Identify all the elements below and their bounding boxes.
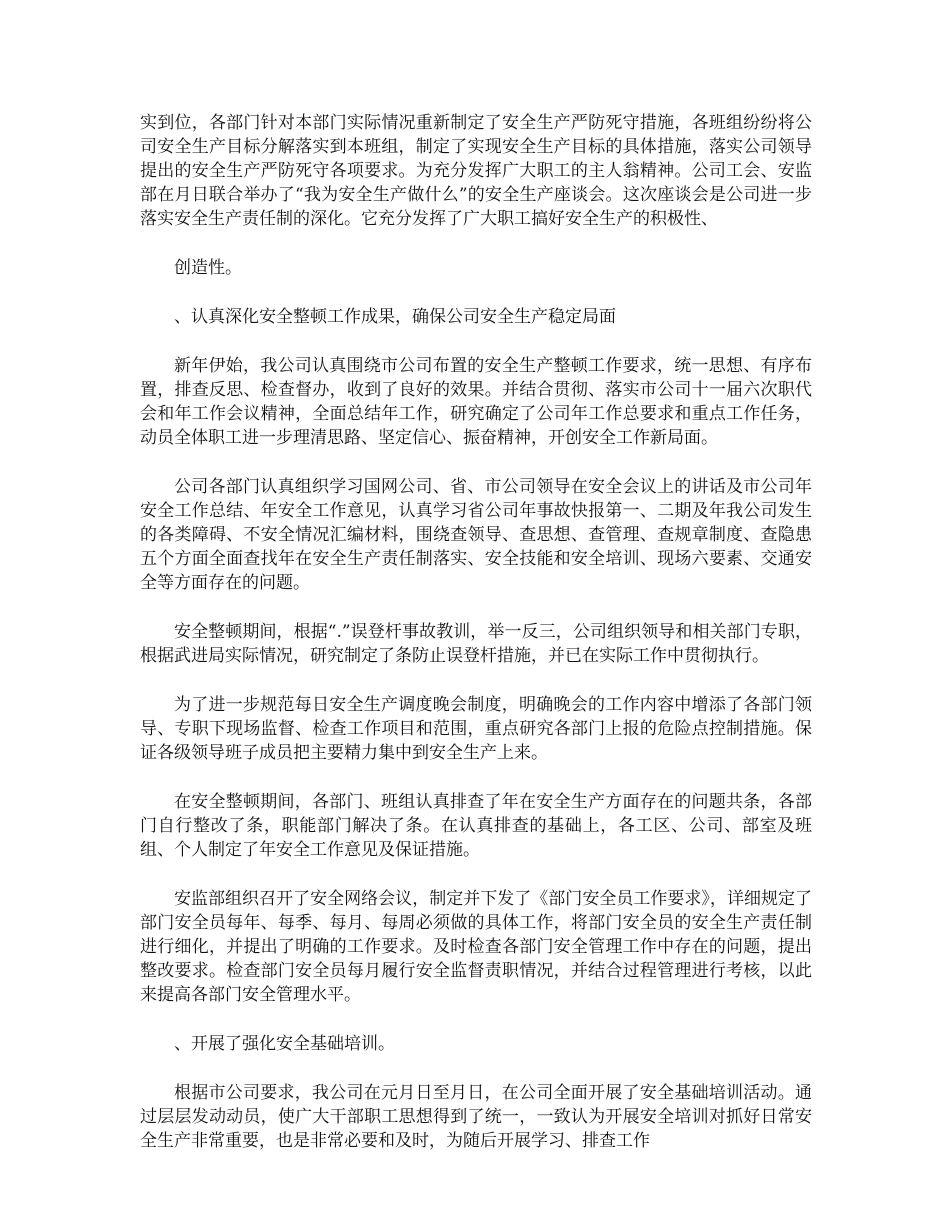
paragraph-4: 公司各部门认真组织学习国网公司、省、市公司领导在安全会议上的讲话及市公司年安全工作总结、年安全工作意见，认真学习省公司年事故快报第一、二期及年我公司发生的各类障碍、不安全情况汇编材料，围绕查领导、查思想、查管理、查规章制度、查隐患五个方面全面查找年在安全生产责任制落实、安全技能和安全培训、现场六要素、交通安全等方面存在的问题。 [140,477,812,593]
section-heading-2: 、开展了强化安全基础培训。 [174,1034,395,1054]
paragraph-3: 新年伊始，我公司认真围绕市公司布置的安全生产整顿工作要求，统一思想、有序布置，排查反思、检查督办，收到了良好的效果。并结合贯彻、落实市公司十一届六次职代会和年工作会议精神，全面总结年工作，研究确定了公司年工作总要求和重点工作任务，动员全体职工进一步理清思路、坚定信心、振奋精神，开创安全工作新局面。 [140,356,812,448]
section-heading-1: 、认真深化安全整顿工作成果，确保公司安全生产稳定局面 [174,307,616,327]
paragraph-1: 实到位，各部门针对本部门实际情况重新制定了安全生产严防死守措施，各班组纷纷将公司安全生产目标分解落实到本班组，制定了实现安全生产目标的具体措施，落实公司领导提出的安全生产严防死守各项要求。为充分发挥广大职工的主人翁精神。公司工会、安监部在月日联合举办了“我为安全生产做什么”的安全生产座谈会。这次座谈会是公司进一步落实安全生产责任制的深化。它充分发挥了广大职工搞好安全生产的积极性、 [140,113,812,229]
paragraph-2: 创造性。 [174,258,242,278]
paragraph-7: 在安全整顿期间，各部门、班组认真排查了年在安全生产方面存在的问题共条，各部门自行整改了条，职能部门解决了条。在认真排查的基础上，各工区、公司、部室及班组、个人制定了年安全工作意见及保证措施。 [140,792,812,860]
paragraph-6: 为了进一步规范每日安全生产调度晚会制度，明确晚会的工作内容中增添了各部门领导、专职下现场监督、检查工作项目和范围，重点研究各部门上报的危险点控制措施。保证各级领导班子成员把主要精力集中到安全生产上来。 [140,695,812,763]
paragraph-5: 安全整顿期间，根据“.”误登杆事故教训，举一反三，公司组织领导和相关部门专职，根据武进局实际情况，研究制定了条防止误登杆措施，并已在实际工作中贯彻执行。 [140,622,812,666]
document-page [140,111,812,1178]
paragraph-9: 根据市公司要求，我公司在元月日至月日，在公司全面开展了安全基础培训活动。通过层层发动动员，使广大干部职工思想得到了统一，一致认为开展安全培训对抓好日常安全生产非常重要，也是非常必要和及时，为随后开展学习、排查工作 [140,1083,812,1151]
paragraph-8: 安监部组织召开了安全网络会议，制定并下发了《部门安全员工作要求》，详细规定了部门安全员每年、每季、每月、每周必须做的具体工作，将部门安全员的安全生产责任制进行细化，并提出了明确的工作要求。及时检查各部门安全管理工作中存在的问题，提出整改要求。检查部门安全员每月履行安全监督责职情况，并结合过程管理进行考核，以此来提高各部门安全管理水平。 [140,889,812,1005]
